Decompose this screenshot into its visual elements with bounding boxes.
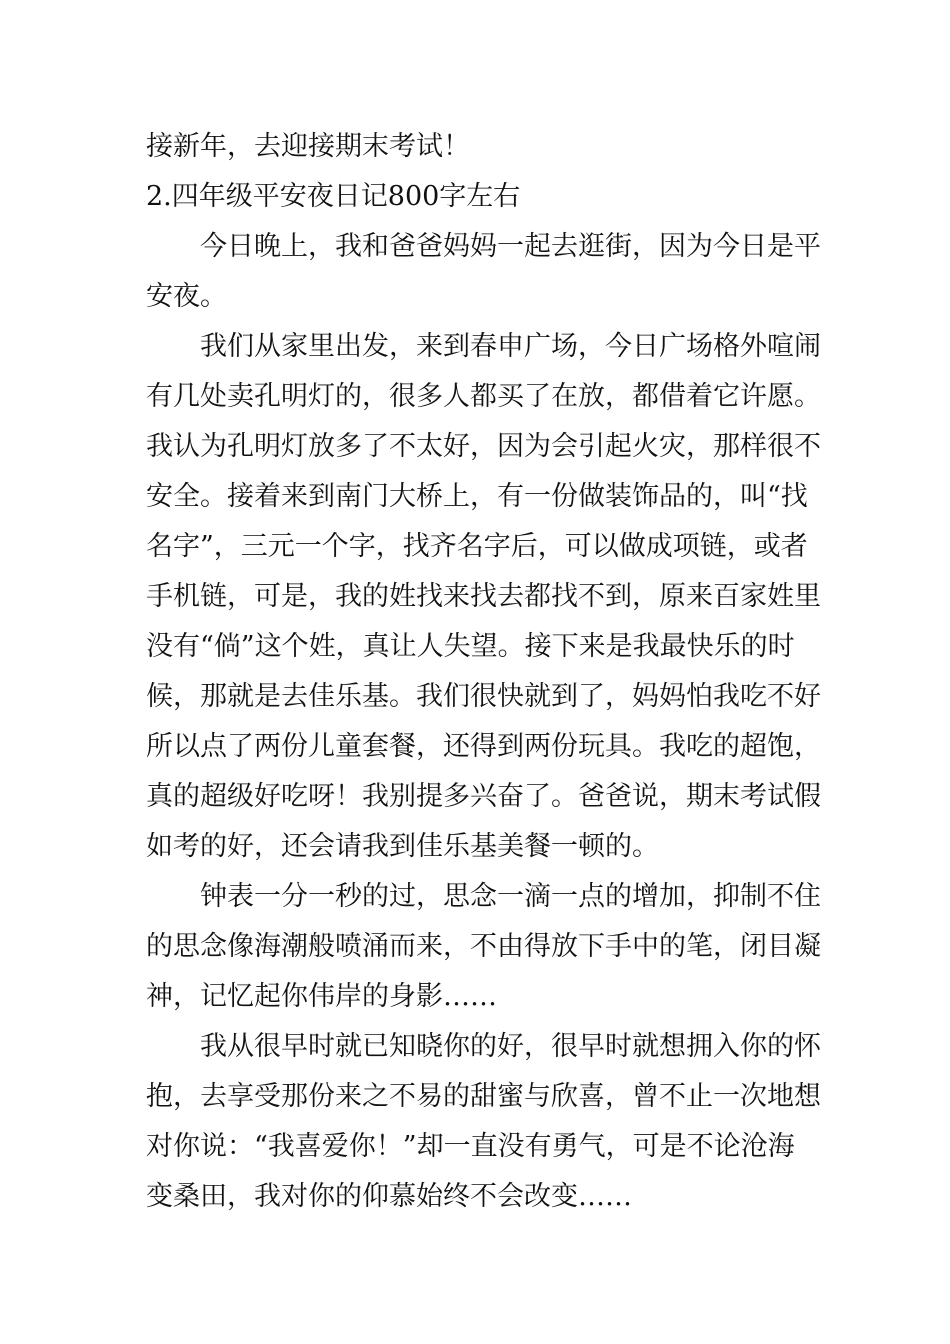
paragraph-line: 手机链，可是，我的姓找来找去都找不到，原来百家姓里 (146, 581, 821, 612)
paragraph-line: 名字”，三元一个字，找齐名字后，可以做成项链，或者 (146, 531, 808, 562)
paragraph-line: 今日晚上，我和爸爸妈妈一起去逛街，因为今日是平 (200, 231, 821, 262)
paragraph-line: 有几处卖孔明灯的，很多人都买了在放，都借着它许愿。 (146, 381, 821, 412)
paragraph-line: 所以点了两份儿童套餐，还得到两份玩具。我吃的超饱， (146, 731, 821, 762)
paragraph-line: 候，那就是去佳乐基。我们很快就到了，妈妈怕我吃不好 (146, 681, 821, 712)
paragraph-line: 变桑田，我对你的仰慕始终不会改变…… (146, 1181, 632, 1212)
text-line: 接新年，去迎接期末考试！ (146, 131, 470, 162)
paragraph-line: 钟表一分一秒的过，思念一滴一点的增加，抑制不住 (200, 881, 821, 912)
paragraph-line: 真的超级好吃呀！我别提多兴奋了。爸爸说，期末考试假 (146, 781, 821, 812)
paragraph-line: 我认为孔明灯放多了不太好，因为会引起火灾，那样很不 (146, 431, 821, 462)
paragraph-line: 抱，去享受那份来之不易的甜蜜与欣喜，曾不止一次地想 (146, 1081, 821, 1112)
document-body (146, 122, 821, 1222)
paragraph-line: 我从很早时就已知晓你的好，很早时就想拥入你的怀 (200, 1031, 821, 1062)
paragraph-line: 没有“倘”这个姓，真让人失望。接下来是我最快乐的时 (146, 631, 795, 662)
paragraph-line: 的思念像海潮般喷涌而来，不由得放下手中的笔，闭目凝 (146, 931, 821, 962)
paragraph-line: 安全。接着来到南门大桥上，有一份做装饰品的，叫“找 (146, 481, 808, 512)
section-heading: 2.四年级平安夜日记800字左右 (146, 181, 521, 212)
paragraph-line: 我们从家里出发，来到春申广场，今日广场格外喧闹 (200, 331, 821, 362)
paragraph-line: 安夜。 (146, 281, 227, 312)
paragraph-line: 神，记忆起你伟岸的身影…… (146, 981, 497, 1012)
paragraph-line: 对你说：“我喜爱你！”却一直没有勇气，可是不论沧海 (146, 1131, 795, 1162)
paragraph-line: 如考的好，还会请我到佳乐基美餐一顿的。 (146, 831, 659, 862)
